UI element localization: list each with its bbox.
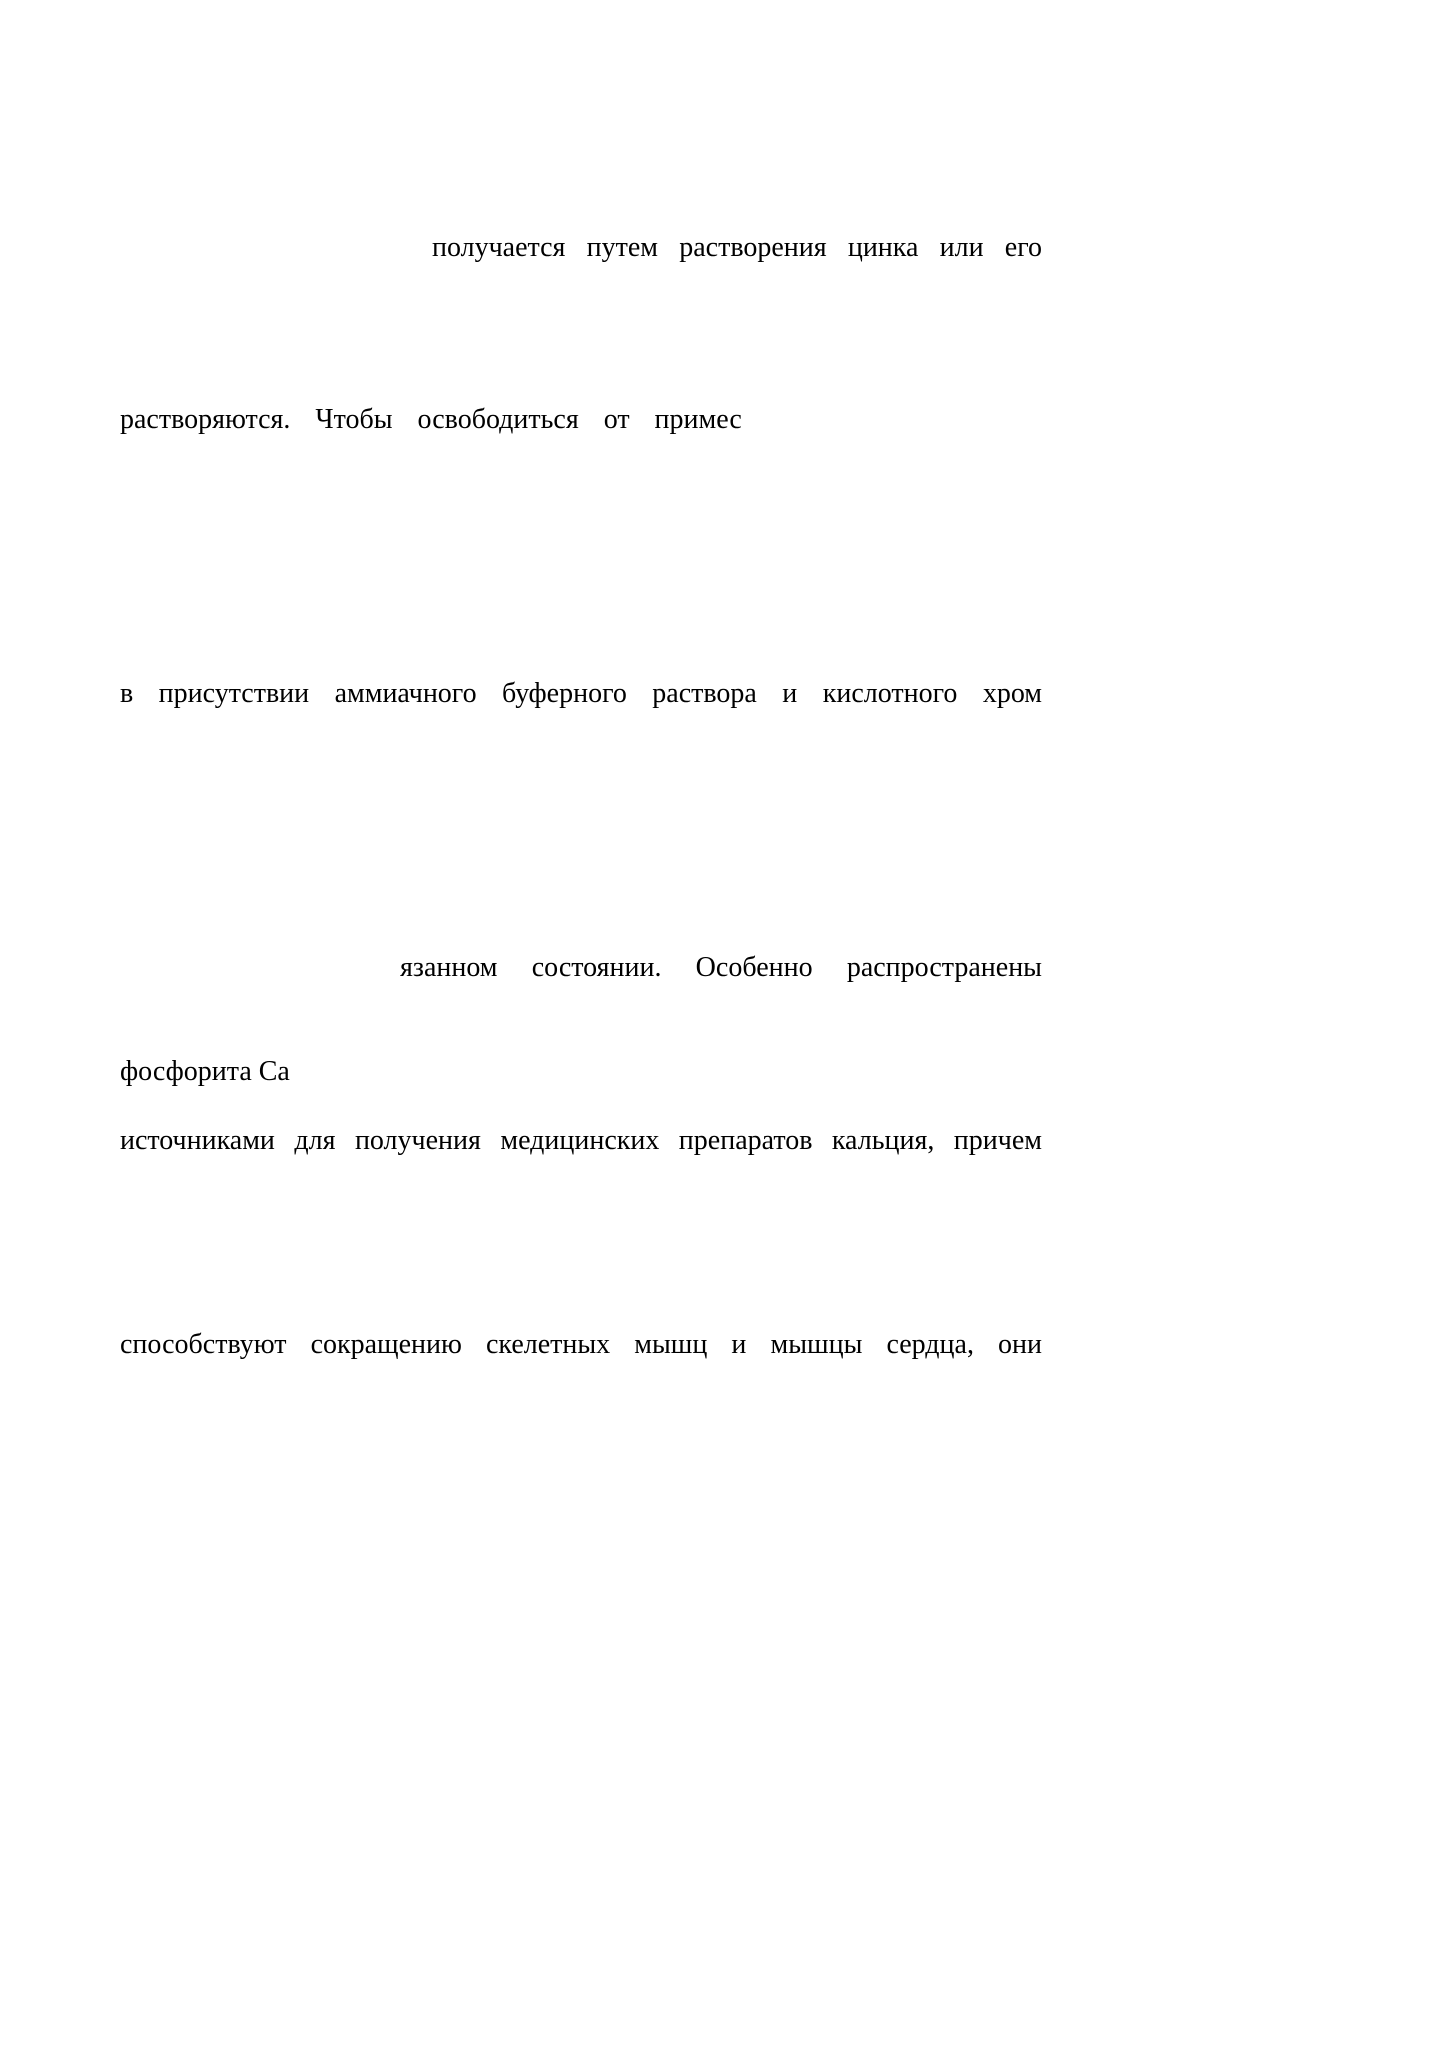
text-line-5: фосфорита Ca bbox=[120, 1056, 290, 1087]
text-line-7: способствуют сокращению скелетных мышц и мышцы сердца, они bbox=[120, 1329, 1042, 1360]
text-line-6: источниками для получения медицинских препаратов кальция, причем bbox=[120, 1125, 1042, 1156]
text-line-3: в присутствии аммиачного буферного раствора и кислотного хром bbox=[120, 678, 1042, 709]
text-line-2: растворяются. Чтобы освободиться от примес bbox=[120, 404, 742, 435]
text-line-1: получается путем растворения цинка или его bbox=[432, 232, 1042, 263]
text-line-4: язанном состоянии. Особенно распространены bbox=[400, 952, 1042, 983]
